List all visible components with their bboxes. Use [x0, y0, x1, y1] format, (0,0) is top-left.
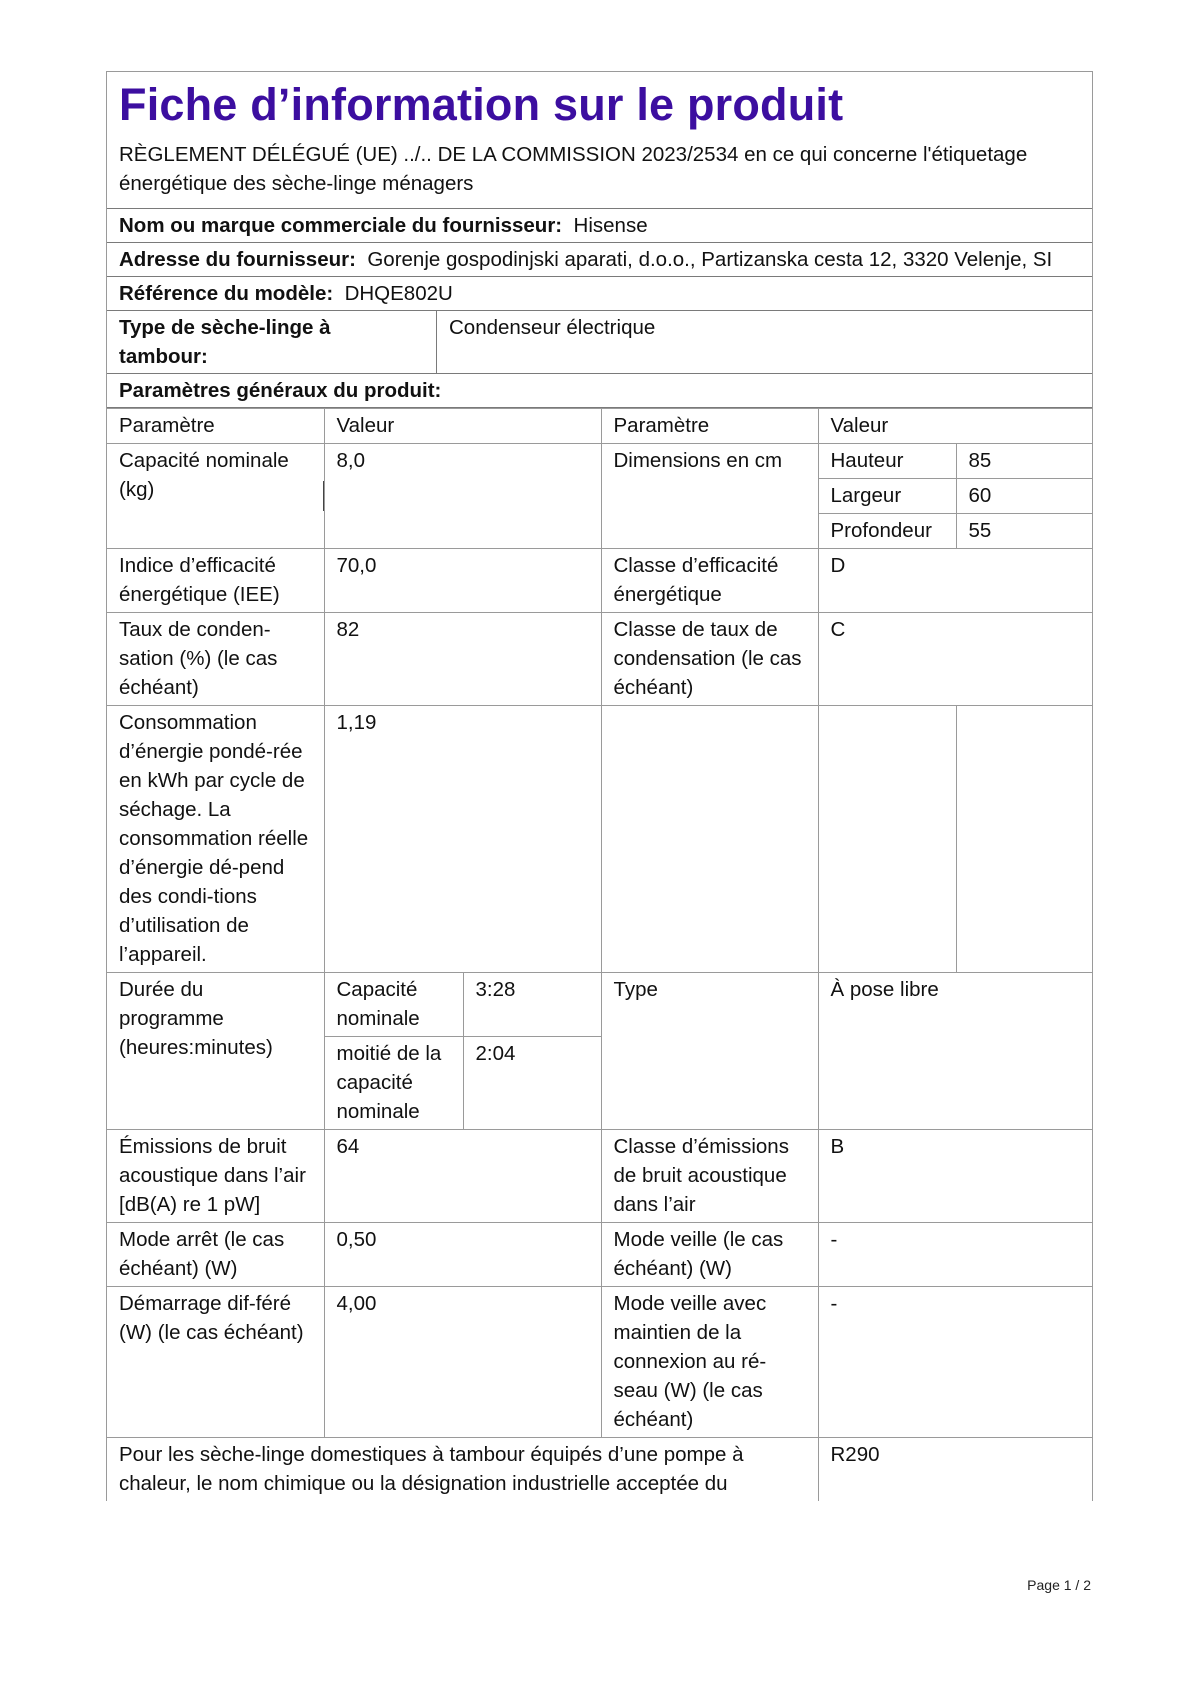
page-number: Page 1 / 2 — [1027, 1577, 1091, 1593]
model-label: Référence du modèle: — [119, 282, 334, 305]
supplier-label: Nom ou marque commerciale du fournisseur: — [119, 214, 563, 237]
empty-cell — [956, 706, 1092, 973]
general-params-row — [107, 374, 1092, 408]
page-title: Fiche d’information sur le produit — [119, 79, 844, 130]
dryer-type-label: Type de sèche-linge à tambour: — [107, 311, 437, 373]
width-value: 60 — [956, 479, 1092, 514]
table-row — [107, 613, 1092, 706]
off-mode-value: 0,50 — [324, 1223, 601, 1287]
empty-cell — [601, 706, 818, 973]
empty-cell — [818, 706, 956, 973]
table-row — [107, 444, 1092, 479]
dimensions-label: Dimensions en cm — [601, 444, 818, 549]
general-params-label: Paramètres généraux du produit: — [119, 379, 442, 402]
noise-label: Émissions de bruit acoustique dans l’air [dB(A) re 1 pW] — [107, 1130, 324, 1223]
table-row — [107, 1223, 1092, 1287]
supplier-value: Hisense — [573, 214, 648, 237]
address-value: Gorenje gospodinjski aparati, d.o.o., Partizanska cesta 12, 3320 Velenje, SI — [367, 248, 1053, 271]
delay-start-value: 4,00 — [324, 1287, 601, 1438]
duration-full-value: 3:28 — [463, 973, 601, 1037]
networked-standby-value: - — [818, 1287, 1092, 1438]
energy-class-value: D — [818, 549, 1092, 613]
depth-value: 55 — [956, 514, 1092, 549]
networked-standby-label: Mode veille avec maintien de la connexion au ré-seau (W) (le cas échéant) — [601, 1287, 818, 1438]
duration-full-label: Capacité nominale — [324, 973, 463, 1037]
consumption-value: 1,19 — [324, 706, 601, 973]
noise-value: 64 — [324, 1130, 601, 1223]
condensation-class-label: Classe de taux de condensation (le cas échéant) — [601, 613, 818, 706]
table-row — [107, 973, 1092, 1037]
capacity-value: 8,0 — [324, 444, 601, 549]
product-info-sheet — [106, 71, 1093, 1501]
standby-label: Mode veille (le cas échéant) (W) — [601, 1223, 818, 1287]
standby-value: - — [818, 1223, 1092, 1287]
eei-label: Indice d’efficacité énergétique (IEE) — [107, 549, 324, 613]
duration-half-label: moitié de la capacité nominale — [324, 1037, 463, 1130]
condensation-class-value: C — [818, 613, 1092, 706]
table-row — [107, 706, 1092, 973]
header-value-right: Valeur — [818, 409, 1092, 444]
condensation-value: 82 — [324, 613, 601, 706]
header-param-right: Paramètre — [601, 409, 818, 444]
capacity-label: Capacité nominale (kg) — [107, 444, 324, 549]
model-value: DHQE802U — [344, 282, 453, 305]
noise-class-value: B — [818, 1130, 1092, 1223]
address-row — [107, 243, 1092, 277]
type-label: Type — [601, 973, 818, 1130]
address-label: Adresse du fournisseur: — [119, 248, 356, 271]
energy-class-label: Classe d’efficacité énergétique — [601, 549, 818, 613]
table-row — [107, 549, 1092, 613]
model-row — [107, 277, 1092, 311]
width-label: Largeur — [818, 479, 956, 514]
type-value: À pose libre — [818, 973, 1092, 1130]
duration-half-value: 2:04 — [463, 1037, 601, 1130]
height-value: 85 — [956, 444, 1092, 479]
noise-class-label: Classe d’émissions de bruit acoustique dans l’air — [601, 1130, 818, 1223]
table-header-row — [107, 409, 1092, 444]
table-row — [107, 1287, 1092, 1438]
refrigerant-label: Pour les sèche-linge domestiques à tambour équipés d’une pompe à chaleur, le nom chimique ou la désignation industrielle acceptée du — [107, 1438, 818, 1502]
supplier-row — [107, 209, 1092, 243]
table-divider-mark — [323, 481, 324, 511]
eei-value: 70,0 — [324, 549, 601, 613]
dryer-type-value: Condenseur électrique — [449, 316, 656, 339]
off-mode-label: Mode arrêt (le cas échéant) (W) — [107, 1223, 324, 1287]
consumption-label: Consommation d’énergie pondé-rée en kWh par cycle de séchage. La consommation réelle d’énergie dé-pend des condi-tions d’utilisation de l’appareil. — [107, 706, 324, 973]
header-block — [107, 72, 1092, 209]
header-param-left: Paramètre — [107, 409, 324, 444]
depth-label: Profondeur — [818, 514, 956, 549]
delay-start-label: Démarrage dif-féré (W) (le cas échéant) — [107, 1287, 324, 1438]
duration-label: Durée du programme (heures:minutes) — [107, 973, 324, 1130]
table-row — [107, 1130, 1092, 1223]
regulation-subtitle: RÈGLEMENT DÉLÉGUÉ (UE) ../.. DE LA COMMISSION 2023/2534 en ce qui concerne l'étiquetage énergétique des sèche-linge ménagers — [119, 143, 1028, 195]
table-row — [107, 1438, 1092, 1502]
header-value-left: Valeur — [324, 409, 601, 444]
height-label: Hauteur — [818, 444, 956, 479]
condensation-label: Taux de conden-sation (%) (le cas échéant) — [107, 613, 324, 706]
refrigerant-value: R290 — [818, 1438, 1092, 1502]
dryer-type-row — [107, 311, 1092, 374]
parameters-table — [107, 408, 1092, 1501]
